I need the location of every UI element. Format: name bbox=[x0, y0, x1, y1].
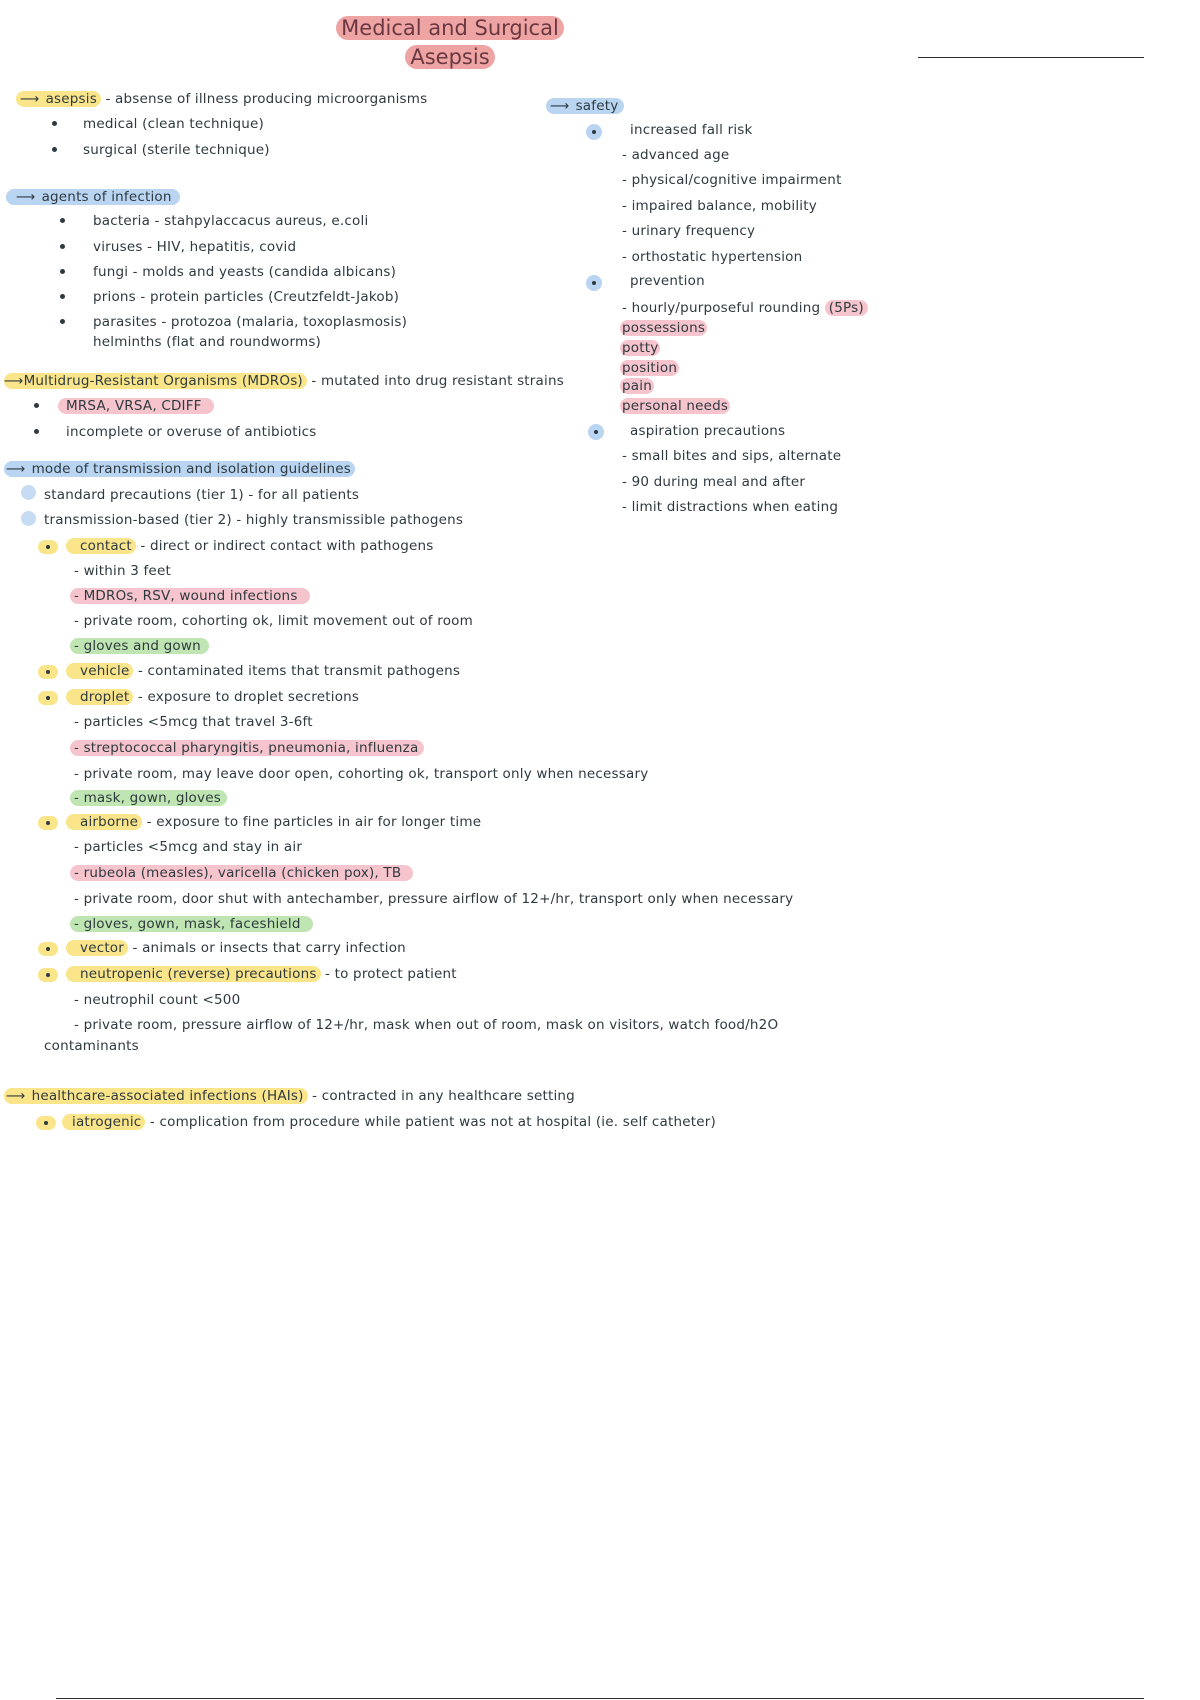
safety-heading: ⟶ safety bbox=[546, 97, 624, 115]
bullet-icon bbox=[52, 147, 57, 152]
aspiration-item-3: - limit distractions when eating bbox=[622, 499, 839, 515]
agents-heading: ⟶ agents of infection bbox=[6, 188, 180, 206]
contact-detail-1: - within 3 feet bbox=[74, 563, 171, 579]
fall-item-4: - urinary frequency bbox=[622, 223, 756, 239]
iatrogenic-line: iatrogenic - complication from procedure while patient was not at hospital (ie. self catheter) bbox=[62, 1113, 716, 1131]
fall-item-5: - orthostatic hypertension bbox=[622, 249, 803, 265]
airborne-detail-1: - particles <5mcg and stay in air bbox=[74, 839, 303, 855]
agents-extra: helminths (flat and roundworms) bbox=[93, 334, 322, 350]
fall-item-3: - impaired balance, mobility bbox=[622, 198, 817, 214]
bullet-icon bbox=[60, 294, 65, 299]
title-line-1: Medical and Surgical bbox=[336, 16, 564, 40]
top-right-rule bbox=[918, 57, 1144, 58]
rounding-line: - hourly/purposeful rounding (5Ps) bbox=[622, 299, 868, 317]
neutropenic-detail-2: - private room, pressure airflow of 12+/hr, mask when out of room, mask on visitors, watch food/h2O bbox=[74, 1017, 779, 1033]
circle-bullet-icon bbox=[21, 485, 36, 500]
contact-detail-2: - MDROs, RSV, wound infections bbox=[70, 587, 310, 605]
bullet-icon bbox=[38, 665, 58, 679]
droplet-detail-2: - streptococcal pharyngitis, pneumonia, influenza bbox=[70, 739, 424, 757]
neutropenic-detail-3: contaminants bbox=[44, 1038, 139, 1054]
vehicle-line: vehicle - contaminated items that transmit pathogens bbox=[66, 662, 460, 680]
asepsis-heading bbox=[16, 90, 427, 108]
p-item-3: position bbox=[622, 360, 678, 376]
fall-risk-label: increased fall risk bbox=[630, 122, 753, 138]
bullet-icon bbox=[60, 269, 65, 274]
mdro-item-2: incomplete or overuse of antibiotics bbox=[66, 424, 317, 440]
fall-item-1: - advanced age bbox=[622, 147, 730, 163]
p-item-5: personal needs bbox=[622, 398, 729, 414]
bullet-icon bbox=[34, 429, 39, 434]
bullet-icon bbox=[60, 244, 65, 249]
agents-item-5: parasites - protozoa (malaria, toxoplasmosis) bbox=[93, 314, 408, 330]
hai-heading: ⟶ healthcare-associated infections (HAIs) - contracted in any healthcare setting bbox=[6, 1088, 575, 1104]
agents-item-3: fungi - molds and yeasts (candida albicans) bbox=[93, 264, 397, 280]
airborne-detail-4: - gloves, gown, mask, faceshield bbox=[70, 915, 313, 933]
mdro-item-1: MRSA, VRSA, CDIFF bbox=[58, 397, 214, 415]
agents-item-4: prions - protein particles (Creutzfeldt-Jakob) bbox=[93, 289, 400, 305]
bullet-icon bbox=[60, 218, 65, 223]
bullet-icon bbox=[586, 124, 602, 140]
p-item-4: pain bbox=[622, 378, 652, 394]
standard-precautions: standard precautions (tier 1) - for all patients bbox=[44, 487, 360, 503]
asepsis-def: - absense of illness producing microorganisms bbox=[100, 91, 428, 107]
bullet-icon bbox=[38, 540, 58, 554]
agents-item-2: viruses - HIV, hepatitis, covid bbox=[93, 239, 297, 255]
airborne-detail-2: - rubeola (measles), varicella (chicken pox), TB bbox=[70, 864, 413, 882]
neutropenic-detail-1: - neutrophil count <500 bbox=[74, 992, 241, 1008]
bullet-icon bbox=[586, 275, 602, 291]
droplet-line: droplet - exposure to droplet secretions bbox=[66, 688, 359, 706]
transmission-heading: ⟶ mode of transmission and isolation guidelines bbox=[4, 460, 355, 478]
p-item-1: possessions bbox=[622, 320, 706, 336]
arrow-icon: ⟶ bbox=[550, 98, 570, 114]
arrow-icon: ⟶ bbox=[4, 373, 24, 389]
bullet-icon bbox=[38, 816, 58, 830]
mdro-heading: ⟶Multidrug-Resistant Organisms (MDROs) - mutated into drug resistant strains bbox=[4, 373, 564, 389]
airborne-line: airborne - exposure to fine particles in air for longer time bbox=[66, 813, 481, 831]
bullet-icon bbox=[60, 319, 65, 324]
contact-line: contact - direct or indirect contact with pathogens bbox=[66, 537, 434, 555]
arrow-icon: ⟶ bbox=[6, 1088, 26, 1104]
bullet-icon bbox=[38, 691, 58, 705]
contact-detail-4: - gloves and gown bbox=[70, 637, 209, 655]
bullet-icon bbox=[38, 968, 58, 982]
page-title bbox=[300, 14, 600, 72]
p-item-2: potty bbox=[622, 340, 659, 356]
droplet-detail-3: - private room, may leave door open, cohorting ok, transport only when necessary bbox=[74, 766, 649, 782]
arrow-icon: ⟶ bbox=[16, 189, 36, 205]
bottom-rule bbox=[56, 1698, 1144, 1699]
circle-bullet-icon bbox=[21, 511, 36, 526]
neutropenic-line: neutropenic (reverse) precautions - to protect patient bbox=[66, 965, 457, 983]
bullet-icon bbox=[34, 403, 39, 408]
asepsis-item-2: surgical (sterile technique) bbox=[83, 142, 270, 158]
asepsis-term: asepsis bbox=[45, 91, 97, 107]
aspiration-item-2: - 90 during meal and after bbox=[622, 474, 806, 490]
agents-item-1: bacteria - stahpylaccacus aureus, e.coli bbox=[93, 213, 369, 229]
vector-line: vector - animals or insects that carry infection bbox=[66, 939, 406, 957]
title-line-2: Asepsis bbox=[405, 45, 494, 69]
fall-item-2: - physical/cognitive impairment bbox=[622, 172, 842, 188]
aspiration-label: aspiration precautions bbox=[630, 423, 786, 439]
arrow-icon: ⟶ bbox=[20, 91, 40, 107]
arrow-icon: ⟶ bbox=[6, 461, 26, 477]
bullet-icon bbox=[588, 424, 604, 440]
transmission-based: transmission-based (tier 2) - highly transmissible pathogens bbox=[44, 512, 464, 528]
aspiration-item-1: - small bites and sips, alternate bbox=[622, 448, 842, 464]
bullet-icon bbox=[36, 1116, 56, 1130]
airborne-detail-3: - private room, door shut with antechamber, pressure airflow of 12+/hr, transport only when necessary bbox=[74, 891, 794, 907]
contact-detail-3: - private room, cohorting ok, limit movement out of room bbox=[74, 613, 473, 629]
prevention-label: prevention bbox=[630, 273, 705, 289]
bullet-icon bbox=[52, 121, 57, 126]
asepsis-item-1: medical (clean technique) bbox=[83, 116, 264, 132]
droplet-detail-4: - mask, gown, gloves bbox=[70, 789, 227, 807]
droplet-detail-1: - particles <5mcg that travel 3-6ft bbox=[74, 714, 313, 730]
bullet-icon bbox=[38, 942, 58, 956]
